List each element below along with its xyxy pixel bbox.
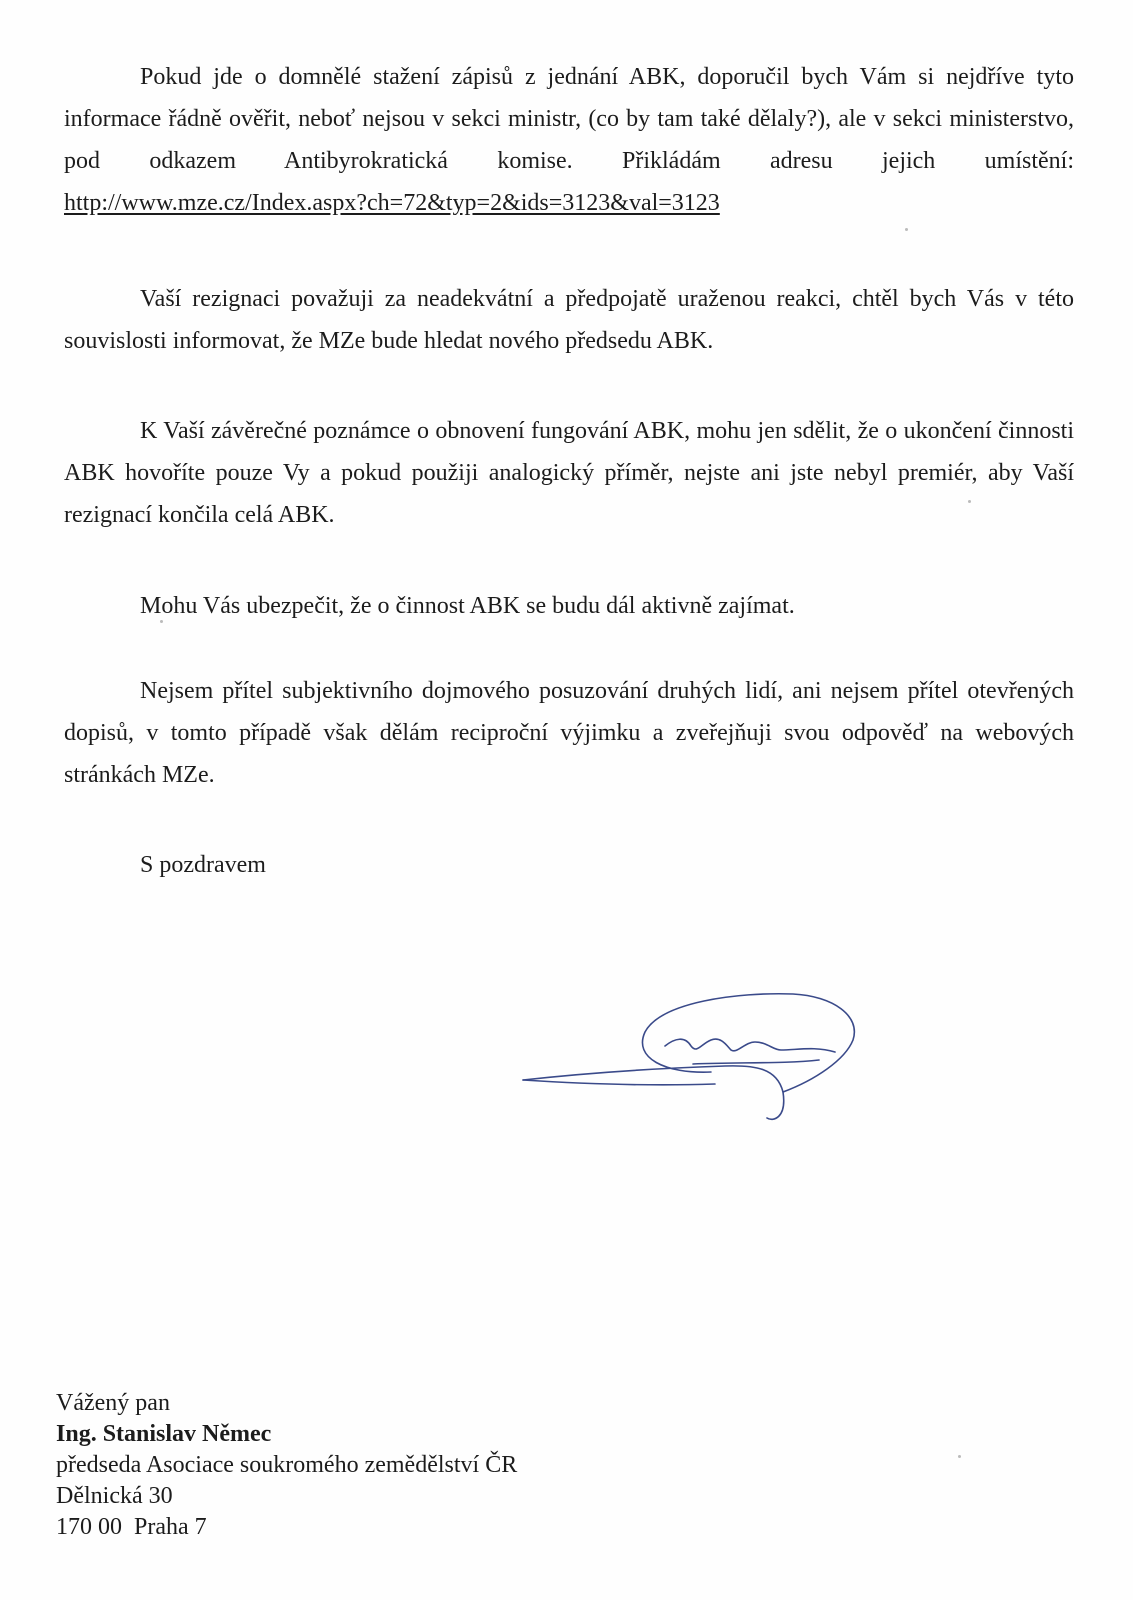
- addressee-city: 170 00 Praha 7: [56, 1514, 207, 1540]
- scan-speck: [958, 1455, 961, 1458]
- paragraph-text: Pokud jde o domnělé stažení zápisů z jednání ABK, doporučil bych Vám si nejdříve tyto informace řádně ověřit, neboť nejsou v sekci ministr, (co by tam také dělaly?), ale v sekci ministerstvo, pod odkazem Antibyrokratická komise. Přikládám adresu jejich umístění:: [64, 64, 1074, 174]
- mze-link[interactable]: http://www.mze.cz/Index.aspx?ch=72&typ=2&ids=3123&val=3123: [64, 190, 720, 216]
- addressee-title: předseda Asociace soukromého zemědělství ČR: [56, 1452, 518, 1478]
- paragraph-resignation: [64, 278, 1074, 362]
- scan-speck: [968, 500, 971, 503]
- paragraph-open-letters: [64, 670, 1074, 796]
- addressee-street: Dělnická 30: [56, 1483, 173, 1509]
- addressee-salutation: Vážený pan: [56, 1390, 170, 1416]
- paragraph-text: Vaší rezignaci považuji za neadekvátní a předpojatě uraženou reakci, chtěl bych Vás v této souvislosti informovat, že MZe bude hledat nového předsedu ABK.: [64, 286, 1074, 354]
- paragraph-final-remark: [64, 410, 1074, 536]
- closing-salutation: S pozdravem: [140, 852, 266, 878]
- paragraph-abk-minutes: [64, 56, 1074, 224]
- paragraph-text: Nejsem přítel subjektivního dojmového posuzování druhých lidí, ani nejsem přítel otevřených dopisů, v tomto případě však dělám reciproční výjimku a zveřejňuji svou odpověď na webových stránkách MZe.: [64, 678, 1074, 788]
- handwritten-signature: [515, 980, 885, 1140]
- addressee-block: [56, 1388, 517, 1543]
- scan-speck: [905, 228, 908, 231]
- signature-strokes: [523, 994, 854, 1120]
- paragraph-text: Mohu Vás ubezpečit, že o činnost ABK se budu dál aktivně zajímat.: [140, 593, 795, 619]
- paragraph-text: K Vaší závěrečné poznámce o obnovení fungování ABK, mohu jen sdělit, že o ukončení činnosti ABK hovoříte pouze Vy a pokud použiji analogický příměr, nejste ani jste nebyl premiér, aby Vaší rezignací končila celá ABK.: [64, 418, 1074, 528]
- scan-speck: [160, 620, 163, 623]
- addressee-name: Ing. Stanislav Němec: [56, 1421, 272, 1447]
- paragraph-assurance: [64, 585, 1074, 627]
